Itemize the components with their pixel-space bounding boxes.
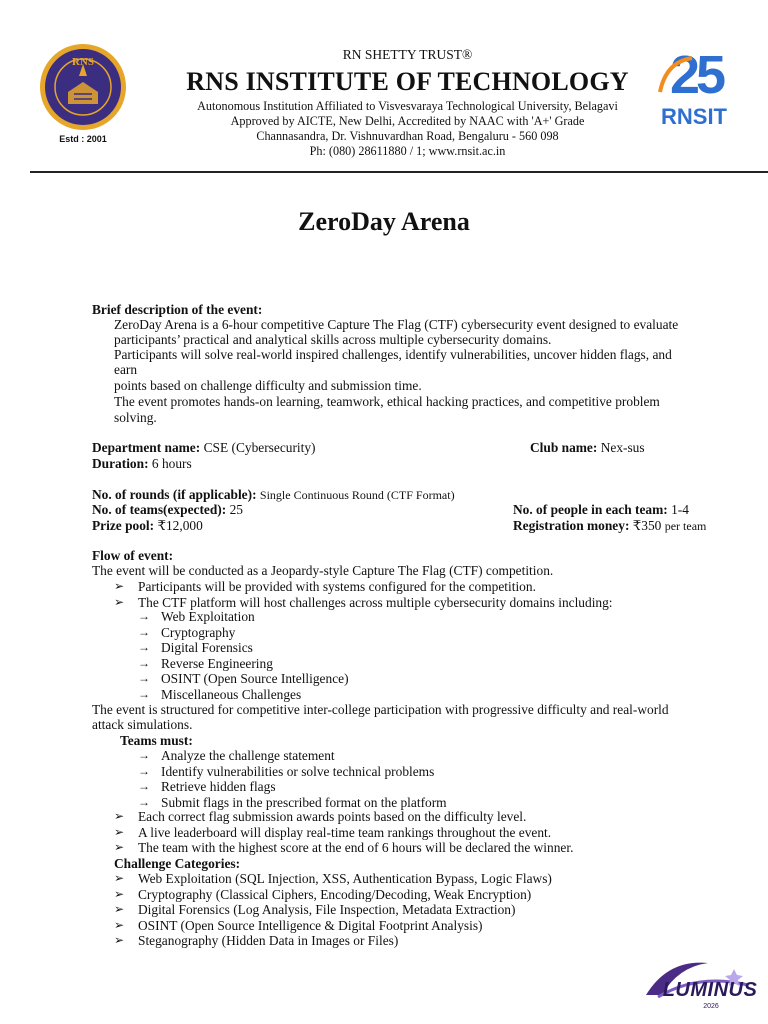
duration-label: Duration: — [92, 456, 149, 471]
category-item: Cryptography (Classical Ciphers, Encoding/Decoding, Weak Encryption) — [138, 886, 532, 902]
contact-line: Ph: (080) 28611880 / 1; www.rnsit.ac.in — [309, 144, 506, 158]
teams-must-marker-icon: → — [138, 763, 150, 778]
domain-item: Miscellaneous Challenges — [161, 686, 302, 702]
domain-marker-icon: → — [138, 686, 150, 701]
rounds-value: Single Continuous Round (CTF Format) — [259, 488, 455, 502]
rounds-label: No. of rounds (if applicable): — [92, 487, 257, 502]
category-item: Digital Forensics (Log Analysis, File Inspection, Metadata Extraction) — [138, 902, 516, 917]
domain-item: OSINT (Open Source Intelligence) — [161, 671, 349, 686]
brief-line: ZeroDay Arena is a 6-hour competitive Capture The Flag (CTF) cybersecurity event designed to evaluate — [114, 317, 679, 332]
brief-line: solving. — [114, 410, 157, 425]
brief-line: earn — [114, 362, 138, 377]
prize-label: Prize pool: — [92, 518, 155, 533]
registration-suffix: per team — [664, 519, 707, 533]
duration-value: 6 hours — [151, 456, 192, 471]
domain-marker-icon: → — [138, 640, 150, 654]
affiliation-line: Autonomous Institution Affiliated to Visvesvaraya Technological University, Belagavi — [197, 99, 618, 113]
luminus-logo — [638, 955, 764, 1017]
category-item: Steganography (Hidden Data in Images or Files) — [138, 933, 399, 948]
anniversary-number: 25 — [669, 45, 723, 105]
prize-value: ₹12,000 — [157, 518, 203, 533]
club-row — [530, 440, 645, 455]
flow-bullet-item: The team with the highest score at the end of 6 hours will be declared the winner. — [138, 840, 574, 855]
registration-label: Registration money: — [513, 518, 630, 533]
flow-bullet-item: The CTF platform will host challenges across multiple cybersecurity domains including: — [138, 594, 613, 610]
accreditation-line: Approved by AICTE, New Delhi, Accredited by NAAC with 'A+' Grade — [230, 114, 585, 128]
category-item: Web Exploitation (SQL Injection, XSS, Authentication Bypass, Logic Flaws) — [138, 871, 552, 886]
teams-must-heading: Teams must: — [120, 733, 193, 748]
domain-marker-icon: → — [138, 671, 150, 685]
people-value: 1-4 — [671, 502, 689, 517]
domain-marker-icon: → — [138, 655, 150, 670]
teams-must-item: Analyze the challenge statement — [161, 748, 335, 763]
flow-bullet-item: Each correct flag submission awards points based on the difficulty level. — [138, 809, 527, 824]
prize-row — [92, 518, 203, 533]
domain-item: Cryptography — [161, 624, 236, 640]
teams-must-item: Identify vulnerabilities or solve technical problems — [161, 763, 435, 779]
structure-line: The event is structured for competitive inter-college participation with progressive difficulty and real-world — [92, 702, 669, 717]
event-title: ZeroDay Arena — [298, 207, 470, 236]
domain-marker-icon: → — [138, 624, 150, 639]
teams-must-marker-icon: → — [138, 794, 150, 809]
estd-label: Estd : 2001 — [59, 134, 107, 144]
teams-label: No. of teams(expected): — [92, 502, 227, 517]
structure-line: attack simulations. — [92, 717, 193, 732]
rnsit-logo-text: RNSIT — [661, 104, 727, 129]
institute-name: RNS INSTITUTE OF TECHNOLOGY — [186, 67, 629, 96]
department-row — [92, 440, 316, 455]
domain-item: Digital Forensics — [161, 640, 253, 655]
luminus-text: LUMINUS — [662, 979, 758, 1001]
rns-logo-text: RNS — [71, 56, 94, 68]
flow-bullet-marker-icon: ➢ — [114, 809, 125, 823]
luminus-year: 2026 — [703, 1003, 719, 1010]
people-label: No. of people in each team: — [513, 502, 668, 517]
category-marker-icon: ➢ — [114, 886, 125, 901]
flow-bullet-item: Participants will be provided with systems configured for the competition. — [138, 579, 536, 594]
category-marker-icon: ➢ — [114, 917, 125, 932]
teams-must-item: Retrieve hidden flags — [161, 779, 276, 794]
club-value: Nex-sus — [600, 440, 645, 455]
teams-must-marker-icon: → — [138, 748, 150, 762]
flow-bullet-marker-icon: ➢ — [114, 594, 125, 609]
teams-value: 25 — [229, 502, 243, 517]
category-marker-icon: ➢ — [114, 933, 125, 947]
flow-bullet-marker-icon: ➢ — [114, 579, 125, 593]
rounds-row — [92, 487, 455, 503]
teams-row — [92, 502, 243, 517]
address-line: Channasandra, Dr. Vishnuvardhan Road, Bengaluru - 560 098 — [256, 129, 559, 143]
flow-bullet-marker-icon: ➢ — [114, 840, 125, 854]
registration-row — [513, 518, 706, 534]
domain-item: Web Exploitation — [161, 609, 255, 624]
people-row — [513, 502, 689, 517]
brief-line: points based on challenge difficulty and submission time. — [114, 378, 422, 393]
brief-line: Participants will solve real-world inspired challenges, identify vulnerabilities, uncover hidden flags, and — [114, 347, 672, 362]
domain-marker-icon: → — [138, 609, 150, 623]
brief-line: The event promotes hands-on learning, teamwork, ethical hacking practices, and competitive problem — [114, 394, 660, 409]
domain-item: Reverse Engineering — [161, 655, 273, 671]
teams-must-item: Submit flags in the prescribed format on the platform — [161, 794, 447, 810]
flow-heading: Flow of event: — [92, 548, 174, 563]
teams-must-marker-icon: → — [138, 779, 150, 793]
duration-row — [92, 456, 192, 471]
department-value: CSE (Cybersecurity) — [203, 440, 316, 455]
category-marker-icon: ➢ — [114, 902, 125, 916]
flow-bullet-item: A live leaderboard will display real-time team rankings throughout the event. — [138, 824, 552, 840]
document-body — [92, 0, 717, 1024]
department-label: Department name: — [92, 440, 201, 455]
brief-heading: Brief description of the event: — [92, 302, 263, 317]
club-label: Club name: — [530, 440, 598, 455]
categories-heading: Challenge Categories: — [114, 856, 241, 871]
registration-value: ₹350 — [632, 518, 662, 533]
brief-line: participants’ practical and analytical skills across multiple cybersecurity domains. — [114, 332, 552, 347]
flow-bullet-marker-icon: ➢ — [114, 824, 125, 839]
trust-name: RN SHETTY TRUST® — [342, 47, 473, 62]
category-marker-icon: ➢ — [114, 871, 125, 885]
flow-intro: The event will be conducted as a Jeopardy-style Capture The Flag (CTF) competition. — [92, 563, 554, 578]
category-item: OSINT (Open Source Intelligence & Digital Footprint Analysis) — [138, 917, 483, 933]
